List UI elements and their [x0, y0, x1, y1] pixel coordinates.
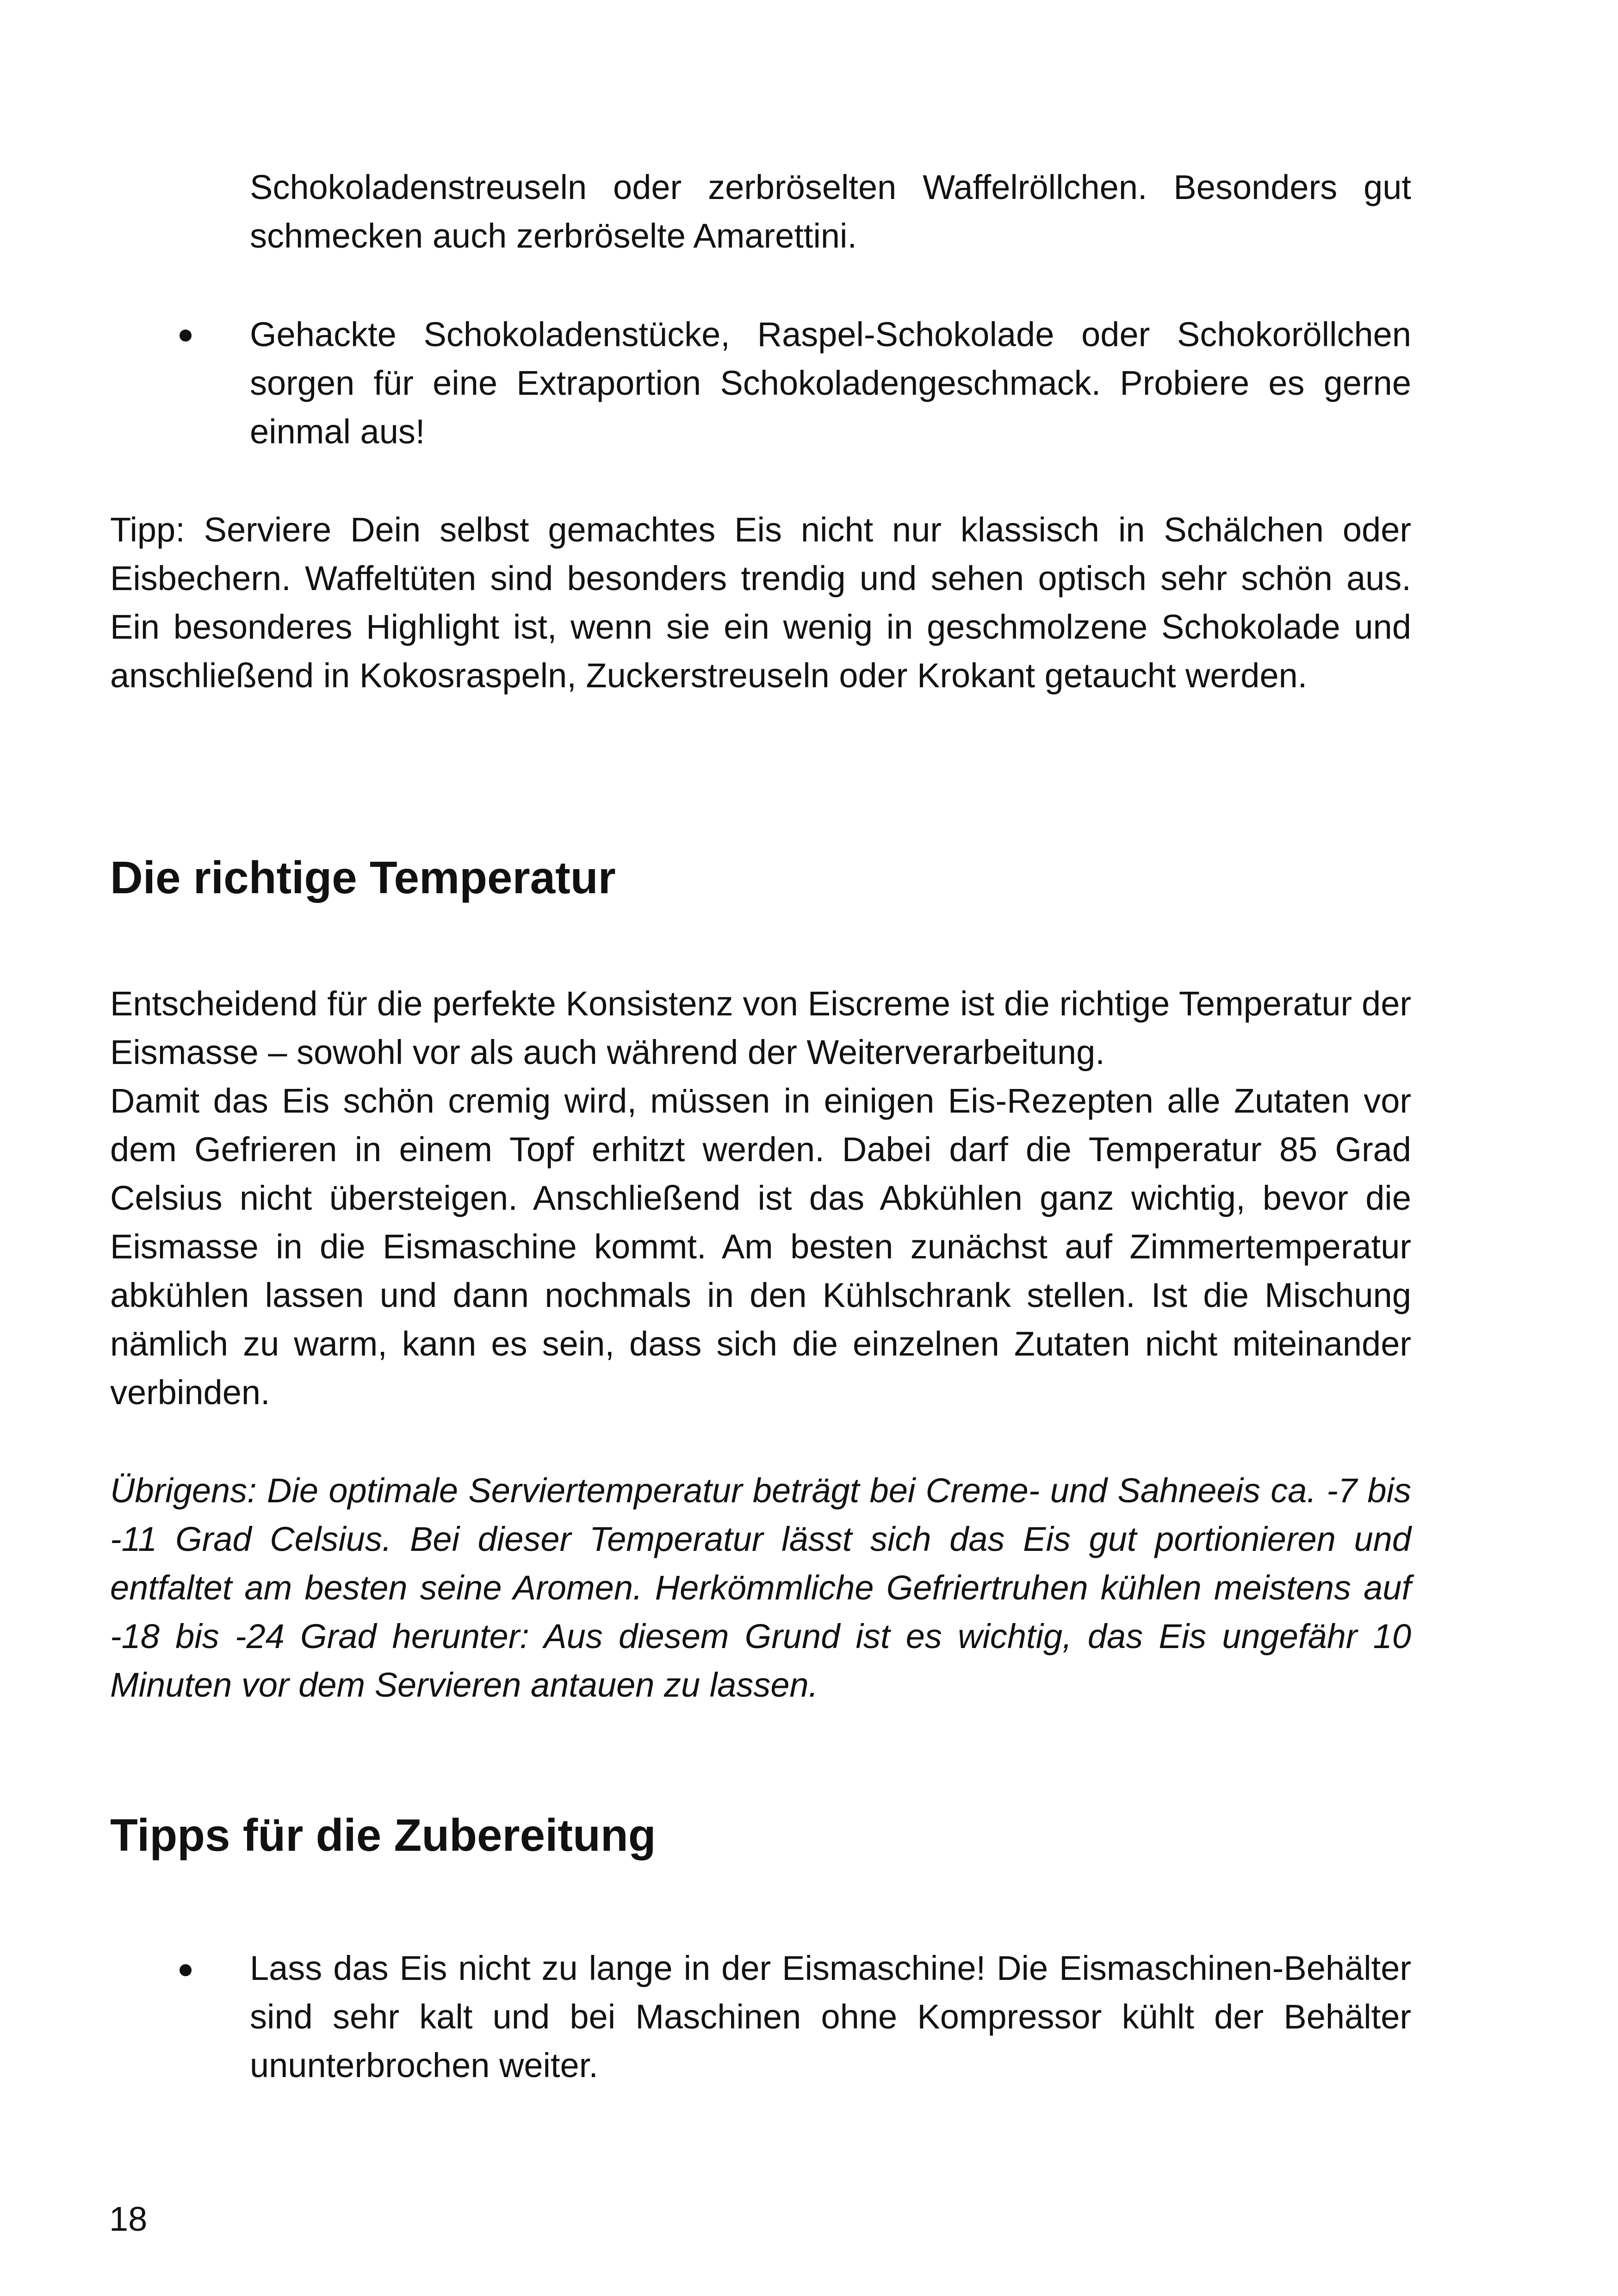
intro-fragment: Schokoladenstreuseln oder zerbröselten Waffelröllchen. Besonders gut schmecken auch zerbröselte Amarettini. [250, 168, 1411, 255]
section-heading: Die richtige Temperatur [110, 852, 616, 903]
bullet-item: Lass das Eis nicht zu lange in der Eismaschine! Die Eismaschinen-Behälter sind sehr kalt und bei Maschinen ohne Kompressor kühlt der Behälter ununterbrochen weiter. [250, 1949, 1411, 2084]
bullet-item: Gehackte Schokoladenstücke, Raspel-Schokolade oder Schokoröllchen sorgen für eine Extraportion Schokoladengeschmack. Probiere es gerne einmal aus! [250, 315, 1411, 451]
tip-paragraph: Tipp: Serviere Dein selbst gemachtes Eis nicht nur klassisch in Schälchen oder Eisbechern. Waffeltüten sind besonders trendig und sehen optisch sehr schön aus. Ein besonderes Highlight ist, wenn sie ein wenig in geschmolzene Schokolade und anschließend in Kokosraspeln, Zuckerstreuseln oder Krokant getaucht werden. [110, 510, 1411, 695]
paragraph: Damit das Eis schön cremig wird, müssen in einigen Eis-Rezepten alle Zutaten vor dem Gefrieren in einem Topf erhitzt werden. Dabei darf die Temperatur 85 Grad Celsius nicht übersteigen. Anschließend ist das Abkühlen ganz wichtig, bevor die Eismasse in die Eismaschine kommt. Am besten zunächst auf Zimmertemperatur abkühlen lassen und dann nochmals in den Kühlschrank stellen. Ist die Mischung nämlich zu warm, kann es sein, dass sich die einzelnen Zutaten nicht miteinander verbinden. [110, 1082, 1411, 1412]
section-heading: Tipps für die Zubereitung [110, 1810, 656, 1860]
paragraph: Entscheidend für die perfekte Konsistenz von Eiscreme ist die richtige Temperatur der Eismasse – sowohl vor als auch während der Weiterverarbeitung. [110, 984, 1411, 1071]
bullet-dot [180, 1964, 192, 1976]
bullet-dot [180, 330, 192, 342]
page-number: 18 [109, 2200, 148, 2238]
note-paragraph: Übrigens: Die optimale Serviertemperatur beträgt bei Creme- und Sahneeis ca. -7 bis -11 Grad Celsius. Bei dieser Temperatur lässt sich das Eis gut portionieren und entfaltet am besten seine Aromen. Herkömmliche Gefriertruhen kühlen meistens auf -18 bis -24 Grad herunter: Aus diesem Grund ist es wichtig, das Eis ungefähr 10 Minuten vor dem Servieren antauen zu lassen. [110, 1471, 1411, 1704]
